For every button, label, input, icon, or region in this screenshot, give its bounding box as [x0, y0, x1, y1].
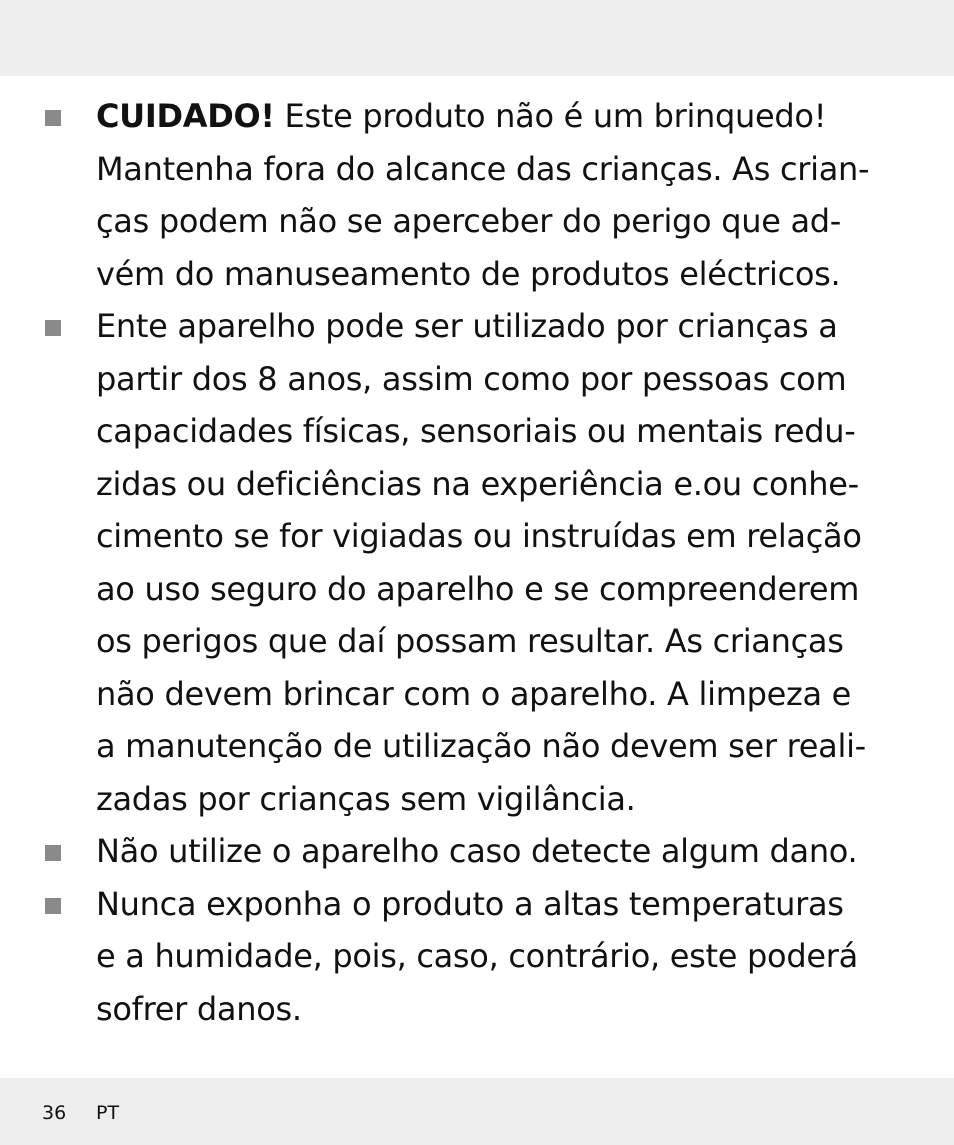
list-item-caution [0, 90, 908, 300]
list-item-damage [0, 825, 908, 878]
text-line: os perigos que daí possam resultar. As crianças [96, 622, 844, 660]
text-line: zidas ou deficiências na experiência e.ou conhe- [96, 464, 859, 503]
square-bullet-icon [45, 320, 61, 336]
header-band [0, 0, 954, 76]
text-line: zadas por crianças sem vigilância. [96, 779, 636, 818]
text-line: Ente aparelho pode ser utilizado por crianças a [96, 307, 838, 345]
page-footer [0, 1078, 954, 1145]
caution-label: CUIDADO! [96, 97, 275, 135]
square-bullet-icon [45, 898, 61, 914]
text-line: Mantenha fora do alcance das crianças. As crian- [96, 149, 870, 188]
text-line: vém do manuseamento de produtos eléctricos. [96, 254, 841, 293]
text-line: e a humidade, pois, caso, contrário, este poderá [96, 937, 858, 975]
list-item-children-use [0, 300, 908, 825]
text-line: não devem brincar com o aparelho. A limpeza e [96, 674, 852, 713]
list-item-temperature [0, 878, 908, 1036]
text-line: sofrer danos. [96, 989, 302, 1028]
text-line: partir dos 8 anos, assim como por pessoas com [96, 359, 847, 398]
square-bullet-icon [45, 110, 61, 126]
text-line: capacidades físicas, sensoriais ou mentais redu- [96, 412, 856, 450]
page-number: 36 [42, 1102, 67, 1124]
text-line: Nunca exponha o produto a altas temperaturas [96, 884, 844, 923]
text-line: Não utilize o aparelho caso detecte algum dano. [96, 832, 858, 870]
safety-instructions-list [0, 90, 954, 1035]
text-line: ao uso seguro do aparelho e se compreenderem [96, 569, 860, 608]
language-code: PT [96, 1102, 120, 1124]
text-line: ças podem não se aperceber do perigo que ad- [96, 202, 842, 240]
text-line: a manutenção de utilização não devem ser reali- [96, 727, 866, 765]
square-bullet-icon [45, 845, 61, 861]
text-line: cimento se for vigiadas ou instruídas em relação [96, 517, 862, 555]
text-line [96, 90, 908, 143]
text-fragment: Este produto não é um brinquedo! [274, 97, 827, 135]
